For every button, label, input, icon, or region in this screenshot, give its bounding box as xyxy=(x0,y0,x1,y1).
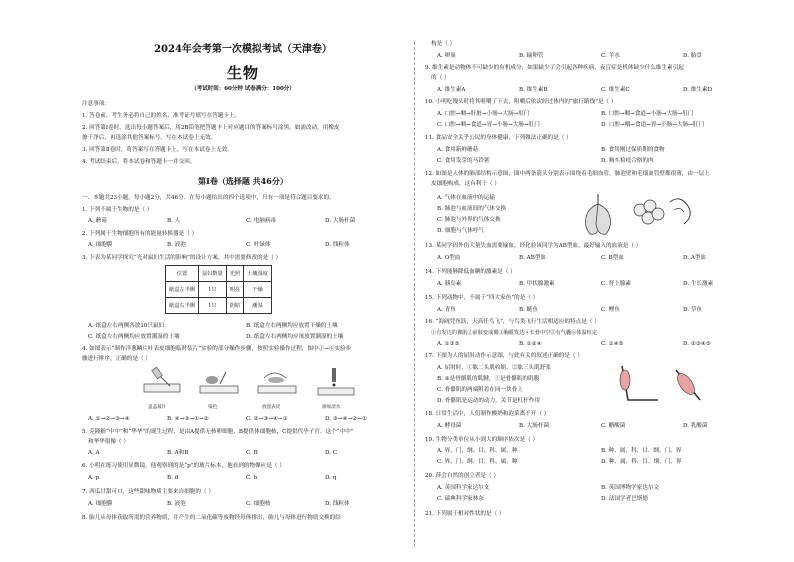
question-options xyxy=(88,415,404,424)
option[interactable]: B. AB型血 xyxy=(519,255,547,261)
option[interactable]: D. 购买检疫合格的肉 xyxy=(601,158,654,164)
option[interactable]: C. 食用发芽的马铃薯 xyxy=(437,158,490,164)
question-options xyxy=(437,422,765,431)
note-item: 4. 考试结束后，将本试卷和答题卡一并交回。 xyxy=(82,159,196,165)
option[interactable]: A. 细胞膜 xyxy=(88,501,113,507)
option[interactable]: D. A型血 xyxy=(683,255,707,261)
option[interactable]: C. 口腔→咽→食道→胃→小肠→大肠→肛门 xyxy=(437,122,540,128)
question-stem: 和华华很像（ ） xyxy=(88,439,129,445)
question-options xyxy=(88,449,404,458)
table-cell: 阴暗 xyxy=(226,298,243,314)
option[interactable]: B. d xyxy=(167,475,179,481)
option[interactable]: D. 口腔→咽→食道→胃→小肠→大肠→肛门 xyxy=(601,122,705,128)
option[interactable]: A. ①→②→③→④ xyxy=(88,416,130,422)
table-header: 土壤湿度 xyxy=(244,266,272,282)
option[interactable]: A. p xyxy=(88,475,100,481)
option[interactable]: B. 输卵管 xyxy=(519,53,544,59)
option[interactable]: C. ①④⑤ xyxy=(601,341,624,347)
note-item: 1. 答卷前，考生务必将自己的姓名、准考证号填写在答题卡上。 xyxy=(82,113,241,119)
option[interactable]: A. 口腔→咽→肝脏→小肠→大肠→肛门 xyxy=(437,111,530,117)
option[interactable]: C. 纸盒左右两侧均应放置潮湿的土壤 xyxy=(88,334,180,340)
table-cell: 纸盒左半侧 xyxy=(166,282,199,298)
question-stem: 21. 下列属于相对性状的是（ ） xyxy=(425,511,505,517)
option[interactable]: A. 维生素A xyxy=(437,87,466,93)
question-stem: 20. 莎会自然的创立者是（ ） xyxy=(425,473,499,479)
option[interactable]: B. ④→③→①→② xyxy=(167,416,209,422)
option[interactable]: B. 甲状腺激素 xyxy=(519,281,555,287)
option[interactable]: B. 鲢鱼 xyxy=(519,307,538,313)
question-stem: 骤进行排序，正确的是（ ） xyxy=(82,356,151,362)
table-cell: 潮湿 xyxy=(244,298,272,314)
option[interactable]: C. ②→③→④→① xyxy=(246,416,288,422)
exam-title: 2024年会考第一次模拟考试（天津卷） xyxy=(154,44,332,55)
option[interactable]: C. 醋酸菌 xyxy=(601,423,626,429)
option[interactable]: A. 卵巢 xyxy=(437,53,456,59)
table-cell: 1只 xyxy=(198,282,226,298)
option[interactable]: B. 大肠杆菌 xyxy=(519,423,550,429)
question-stem: 19. 生物分类单位从小到大的顺序依次是（ ） xyxy=(425,437,539,443)
option[interactable]: C. 骨骼肌的两端附着在同一块骨上 xyxy=(437,387,523,393)
option[interactable]: C. 界、门、纲、目、科、属、种 xyxy=(437,459,518,465)
option[interactable]: A. 纸盒左右两侧各放10只鼠妇 xyxy=(88,323,165,329)
option[interactable]: C. 维生素C xyxy=(601,87,630,93)
figure-caption: 染色 xyxy=(208,405,218,410)
option[interactable]: C. 细胞核 xyxy=(246,501,271,507)
option[interactable]: C. 肾上腺素 xyxy=(601,281,632,287)
option[interactable]: D. 法国学者巴斯德 xyxy=(601,496,648,502)
option[interactable]: C. b xyxy=(246,475,258,481)
option[interactable]: D. ③→④→②→① xyxy=(325,416,367,422)
question-stem: 12. 如图是人体的肺部结构示意图，图中两条箭头分别表示围绕着毛细血管，肺泡壁和毛细血管壁都很薄，由一层上 xyxy=(425,171,710,177)
figure-caption: 盖盖玻片 xyxy=(148,405,167,410)
option[interactable]: D. 乳酸菌 xyxy=(683,423,708,429)
option[interactable]: D. 纸盒左右两侧均应该放置潮湿的土壤 xyxy=(246,334,344,340)
option[interactable]: B. 食用刚过保质期的食物 xyxy=(601,147,665,153)
figure-caption: 滴加清水 xyxy=(322,405,341,410)
question-stem: 2. 下列属于生物细胞所有的能量转换器是（ ） xyxy=(82,231,198,237)
column-divider xyxy=(414,42,415,547)
question-stem: 17. 下图为人的屈肘动作示意图，与此有关的叙述正确的是（ ） xyxy=(425,353,583,359)
option[interactable]: C. B xyxy=(246,450,258,456)
option[interactable]: D. 生长激素 xyxy=(683,281,714,287)
question-stem: 皮细胞构成，这有利于（ ） xyxy=(431,181,500,187)
option[interactable]: B. 液泡 xyxy=(167,242,186,248)
option[interactable]: A. 细胞膜 xyxy=(88,242,113,248)
option[interactable]: C. B型血 xyxy=(601,255,624,261)
question-stem: 的（ ） xyxy=(431,75,450,81)
question-stem: 10. 小明吃馒头时将其咀嚼了下去，咀嚼后依次经过体内的“旅行路线”是（ ） xyxy=(425,99,617,105)
question-stem: 7. 西瓜甘甜可口，这些甜味物质主要来自细胞的（ ） xyxy=(82,489,214,495)
option[interactable]: A. 界、门、纲、目、科、属、种 xyxy=(437,448,518,454)
question-stem: 16. “海阔凭鱼跃，天高任鸟飞”，与鸟类飞行生活相适应的特点是（ ） xyxy=(425,319,600,325)
option[interactable]: D. 细胞与气体呼气 xyxy=(437,228,484,234)
note-item: 擦干净后，再选涂其他答案标号。写在本试卷上无效。 xyxy=(82,135,217,141)
question-options xyxy=(88,500,404,509)
option[interactable]: D. 草鱼 xyxy=(683,307,703,313)
option[interactable]: A. 气体在血液中的运输 xyxy=(437,195,495,201)
left-questions-3 xyxy=(82,0,404,562)
table-cell: 纸盒右半侧 xyxy=(166,298,199,314)
question-stem: 9. 维生素是动物体不可缺少的有机成分，如果缺少了会引起各种疾病，夜盲症是机体缺少什么维生素引起 xyxy=(425,65,684,71)
option[interactable]: B. 液泡 xyxy=(167,501,186,507)
option[interactable]: C. 电脑病毒 xyxy=(246,218,277,224)
subject-title: 生物 xyxy=(226,64,259,82)
option[interactable]: A. O型血 xyxy=(437,255,461,261)
question-stem: 15. 下列动物中，不属于“四大家鱼”的是（ ） xyxy=(425,295,539,301)
option[interactable]: A. 屈肘时，①肱二头肌收缩，②肱三头肌舒张 xyxy=(437,365,551,371)
question-stem: 8. 胎儿从母体获取所需的营养物质，并产生的二氧化碳等废物经母体排出，胎儿与母体进行物质交换的结 xyxy=(82,515,341,521)
option[interactable]: C. 叶绿体 xyxy=(246,242,271,248)
option[interactable]: A. A xyxy=(88,450,100,456)
option[interactable]: D. C xyxy=(325,450,338,456)
option[interactable]: A. 英国科学家达尔文 xyxy=(437,485,490,491)
question-stem: ①有发达的翼肌②前肢变成翼③胸肌发达④长骨中空⑤有气囊⑥体温恒定 xyxy=(431,330,598,336)
option[interactable]: D. 线粒体 xyxy=(325,501,350,507)
table-header: 光照 xyxy=(226,266,243,282)
question-stem: 6. 小明在练习使用显微镜，他观察到的是“p”的玻片标本，他看到的物像应是（ ） xyxy=(82,463,285,469)
option[interactable]: B. 人 xyxy=(167,218,181,224)
question-stem: 18. 日常生活中，人们制作酸奶和泡菜离不开（ ） xyxy=(425,411,550,417)
table-cell: 明亮 xyxy=(226,282,243,298)
note-item: 2. 回答第Ⅰ卷时，选出每小题答案后，用2B铅笔把答题卡上对应题目的答案标号涂黑。如需改动，用橡皮 xyxy=(82,125,340,131)
option[interactable]: D. 胎盘 xyxy=(683,53,703,59)
table-header: 位置 xyxy=(166,266,199,282)
option[interactable]: A. 青鱼 xyxy=(437,307,456,313)
option[interactable]: A. 酵母菌 xyxy=(437,423,462,429)
option[interactable]: B. 英国博物学家达尔文 xyxy=(601,485,660,491)
option[interactable]: D. 线粒体 xyxy=(325,242,350,248)
option[interactable]: B. 种、属、科、目、纲、门、界 xyxy=(601,448,682,454)
option[interactable]: A. 食用新鲜蘑菇 xyxy=(437,147,479,153)
question-stem: 4. 如图表示“制作洋葱鳞片叶表皮细胞临时装片”实验的部分操作步骤，按照实验操作过程，图中①→④实验步 xyxy=(82,346,352,352)
table-cell: 干燥 xyxy=(244,282,272,298)
option[interactable]: C. 鲤鱼 xyxy=(601,307,620,313)
question-stem: 3. 下表为某同学探究“光对鼠妇生活的影响”的设计方案，其中需要修改的是（ ） xyxy=(82,255,282,261)
question-stem: 构是（ ） xyxy=(431,41,456,47)
question-options xyxy=(88,474,404,483)
option[interactable]: D. ②③④⑤ xyxy=(683,341,711,347)
table-header: 鼠妇数量 xyxy=(198,266,226,282)
table-cell: 1只 xyxy=(198,298,226,314)
option[interactable]: C. 羊水 xyxy=(601,53,620,59)
option[interactable]: B. A和B xyxy=(167,450,189,456)
question-stem: 14. 下列能够降低血糖的激素是（ ） xyxy=(425,269,516,275)
option[interactable]: B. 维生素B xyxy=(519,87,548,93)
option[interactable]: A. 蘑菇 xyxy=(88,218,107,224)
option[interactable]: B. 纸盒左右两侧均应放置干燥的土壤 xyxy=(246,323,338,329)
option[interactable]: D. 种、属、科、目、纲、门、界 xyxy=(601,459,682,465)
option[interactable]: A. ①③⑤ xyxy=(437,341,460,347)
option[interactable]: A. 胰岛素 xyxy=(437,281,462,287)
section-intro: 一、本题共23小题，每小题2分，共46分。在每小题给出的四个选项中，只有一项是符合题目要求的。 xyxy=(82,195,335,201)
option[interactable]: D. 大肠杆菌 xyxy=(325,218,356,224)
option[interactable]: D. q xyxy=(325,475,337,481)
figure-caption: 放置表皮 xyxy=(262,405,281,410)
notes-heading: 注意事项： xyxy=(82,101,110,107)
option[interactable]: B. 肺泡与血液间的气体交换 xyxy=(437,206,507,212)
option[interactable]: C. 瑞典科学家林奈 xyxy=(437,496,484,502)
section-title: 第Ⅰ卷（选择题 共46分） xyxy=(198,176,288,186)
option[interactable]: B. 口腔→咽→食道→小肠→大肠→肛门 xyxy=(601,111,694,117)
option[interactable]: D. 骨骼肌是运动的动力，关节是杠杆作用 xyxy=(437,398,540,404)
right-column-3 xyxy=(425,0,765,562)
exam-info: （考试时间：60分钟 试卷满分：100分） xyxy=(191,86,295,92)
question-stem: 1. 下列不属于生物的是（ ） xyxy=(82,207,153,213)
option[interactable]: D. 维生素D xyxy=(683,87,713,93)
option[interactable]: B. ②是骨骼肌的肌腱，①是骨骼肌的肌腹 xyxy=(437,376,540,382)
question-stem: 5. 克隆猴“中中”和“华华”的诞生过程，是由A提供无核卵细胞，B提供体细胞核，C提供代孕子宫。这个“中中” xyxy=(82,429,354,435)
option[interactable]: C. 肺泡与外界的气体交换 xyxy=(437,217,501,223)
note-item: 3. 回答第Ⅱ卷时，将答案写在答题卡上。写在本试卷上无效。 xyxy=(82,147,233,153)
option[interactable]: B. ①②④ xyxy=(519,341,542,347)
question-stem: 11. 食品安全关乎公民的身体健康，下列做法正确的是（ ） xyxy=(425,135,572,141)
question-stem: 13. 某同学因外伤大量失血需要输血，经化验该同学为AB型血，最好输入的血液是（ ） xyxy=(425,243,642,249)
